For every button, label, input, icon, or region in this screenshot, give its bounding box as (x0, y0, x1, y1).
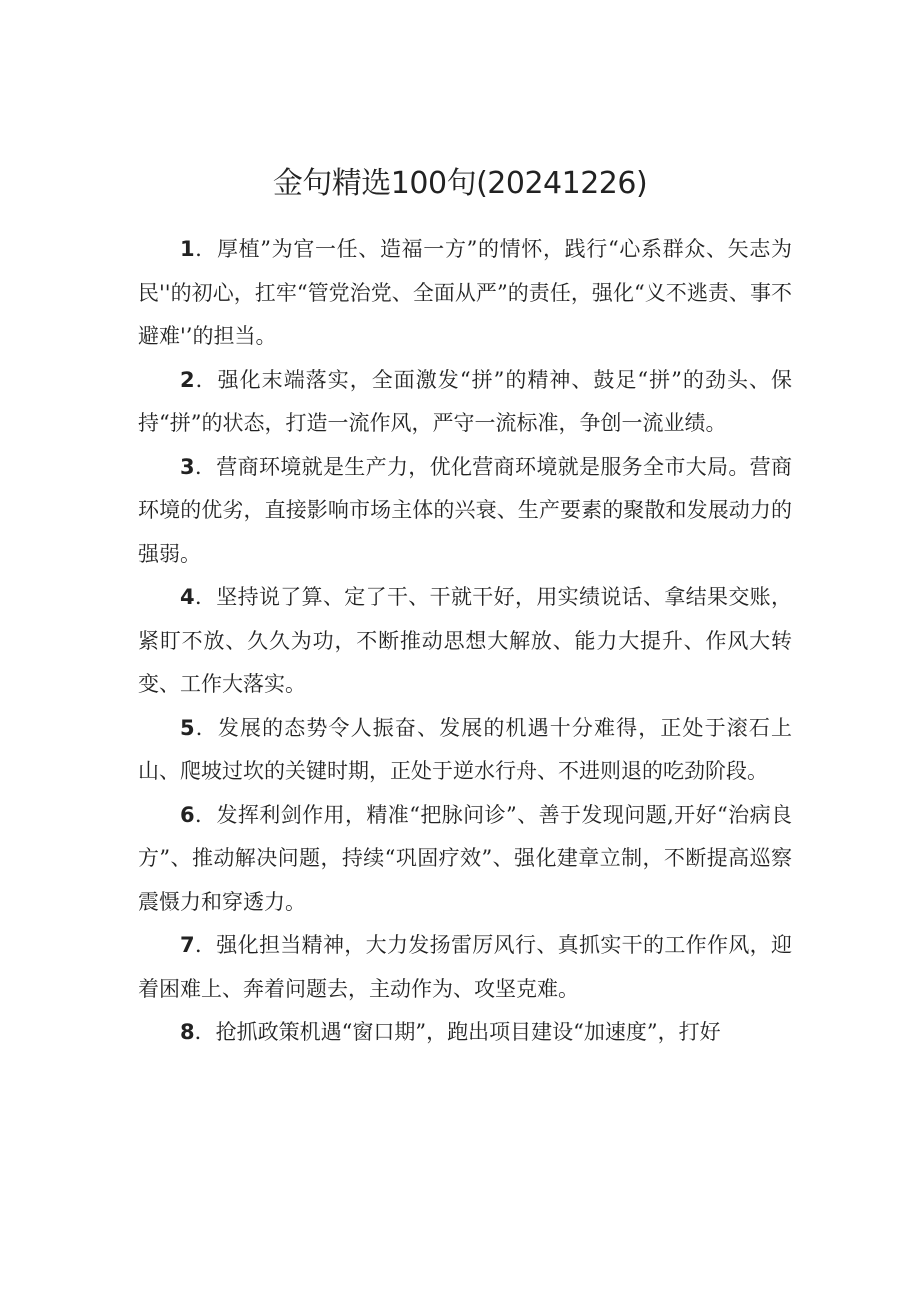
paragraph-text: ．坚持说了算、定了干、干就干好，用实绩说话、拿结果交账，紧盯不放、久久为功，不断推动思想大解放、能力大提升、作风大转变、工作大落实。 (138, 585, 792, 696)
paragraph-1 (138, 228, 792, 359)
paragraph-8 (138, 1011, 792, 1055)
paragraph-number: 8 (180, 1020, 195, 1044)
paragraph-5 (138, 707, 792, 794)
paragraph-text: ．发展的态势令人振奋、发展的机遇十分难得，正处于滚石上山、爬坡过坎的关键时期，正处于逆水行舟、不进则退的吃劲阶段。 (138, 715, 792, 783)
paragraph-number: 3 (180, 454, 195, 479)
paragraph-number: 4 (180, 585, 195, 609)
paragraph-number: 7 (180, 933, 195, 957)
paragraph-4 (138, 576, 792, 707)
paragraph-2 (138, 359, 792, 446)
paragraph-text: ．强化末端落实，全面激发“拼”的精神、鼓足“拼”的劲头、保持“拼”的状态，打造一流作风，严守一流标准，争创一流业绩。 (138, 367, 792, 435)
paragraph-number: 5 (180, 715, 195, 740)
paragraph-7 (138, 924, 792, 1011)
paragraph-text: ．厚植”为官一任、造福一方”的情怀，践行“心系群众、矢志为民''的初心，扛牢“管党治党、全面从严”的责任，强化“义不逃责、事不避难'’的担当。 (138, 237, 792, 348)
document-title: 金句精选100句(20241226) (272, 166, 648, 201)
paragraph-text: ．营商环境就是生产力，优化营商环境就是服务全市大局。营商环境的优劣，直接影响市场主体的兴衰、生产要素的聚散和发展动力的强弱。 (138, 454, 792, 566)
paragraph-text: ．强化担当精神，大力发扬雷厉风行、真抓实干的工作作风，迎着困难上、奔着问题去，主动作为、攻坚克难。 (138, 933, 792, 1001)
paragraph-3 (138, 446, 792, 577)
paragraph-number: 1 (180, 237, 195, 261)
paragraph-text: ．抢抓政策机遇“窗口期”，跑出项目建设“加速度”，打好 (194, 1020, 721, 1044)
document-body (138, 228, 792, 1055)
paragraph-number: 6 (180, 802, 195, 827)
paragraph-6 (138, 794, 792, 925)
paragraph-text: ．发挥利剑作用，精准“把脉问诊”、善于发现问题,开好“治病良方”、推动解决问题，持续“巩固疗效”、强化建章立制，不断提高巡察震慑力和穿透力。 (138, 802, 792, 914)
paragraph-number: 2 (180, 367, 195, 392)
